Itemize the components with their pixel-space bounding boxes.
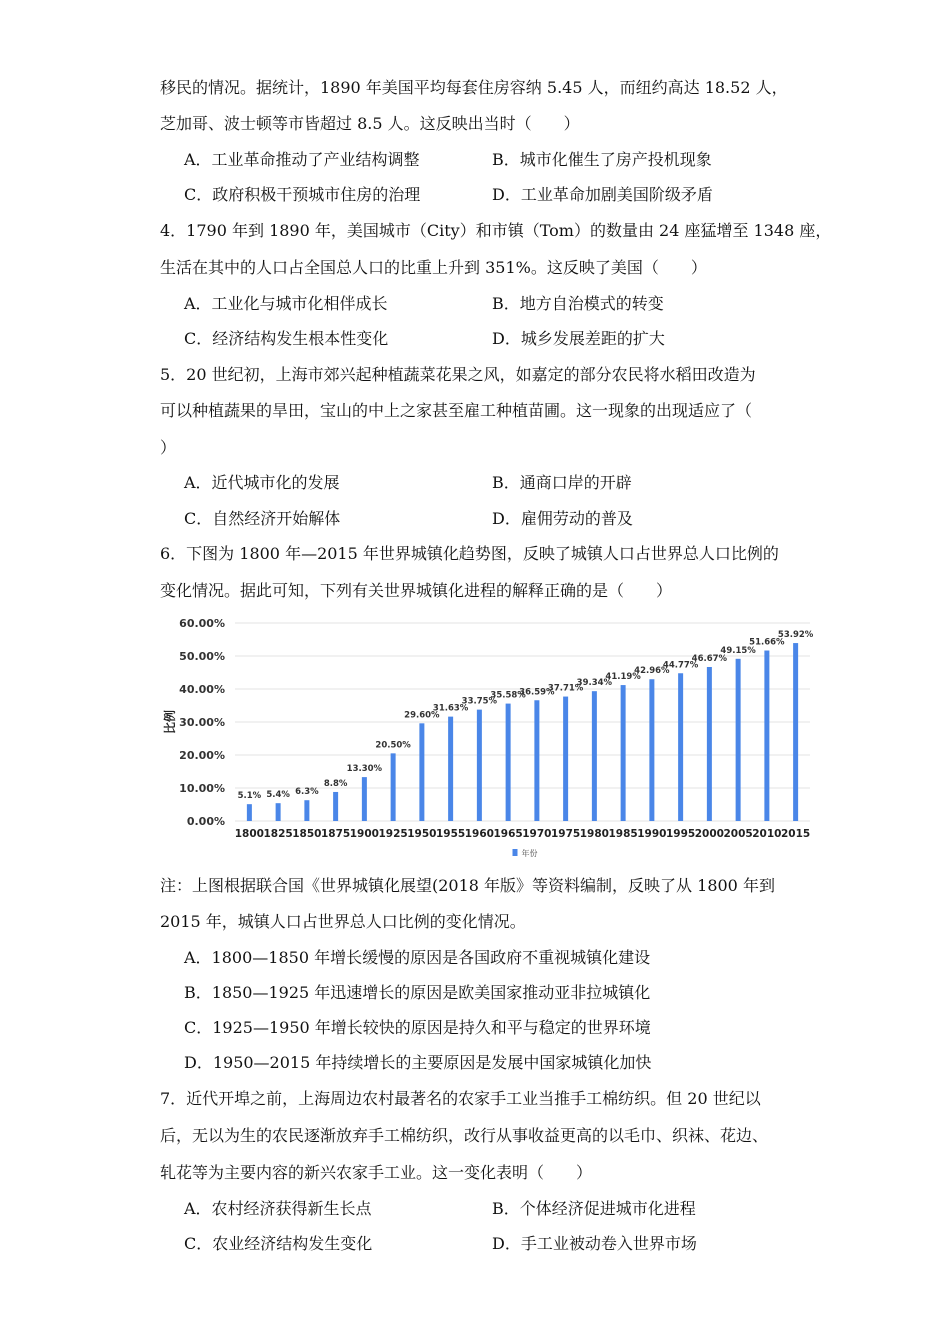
- q3-option-a: A．工业革命推动了产业结构调整: [184, 150, 420, 169]
- q5-option-c: C．自然经济开始解体: [184, 509, 341, 528]
- y-tick-label: 20.00%: [179, 749, 225, 762]
- q6-note-line-1: 注：上图根据联合国《世界城镇化展望(2018 年版》等资料编制，反映了从 1800 年到: [160, 876, 775, 895]
- bar: [736, 659, 741, 821]
- q4-option-d: D．城乡发展差距的扩大: [492, 329, 665, 348]
- x-tick-label: 1900: [349, 828, 379, 840]
- data-label: 37.71%: [547, 683, 584, 694]
- q5-option-d: D．雇佣劳动的普及: [492, 509, 633, 528]
- q3-option-c: C．政府积极干预城市住房的治理: [184, 185, 421, 204]
- y-tick-label: 60.00%: [179, 617, 225, 630]
- data-label: 5.1%: [237, 791, 262, 802]
- legend-swatch: [513, 849, 518, 856]
- y-tick-label: 10.00%: [179, 782, 225, 795]
- bar: [276, 803, 281, 821]
- bar: [678, 673, 683, 821]
- q5-stem-line-1: 5．20 世纪初，上海市郊兴起种植蔬菜花果之风，如嘉定的部分农民将水稻田改造为: [160, 365, 756, 384]
- bar: [333, 792, 338, 821]
- data-label: 8.8%: [323, 778, 348, 789]
- data-label: 41.19%: [605, 672, 641, 683]
- intro-line-1: 移民的情况。据统计，1890 年美国平均每套住房容纳 5.45 人，而纽约高达 18.52 人，: [160, 78, 788, 97]
- data-label: 29.60%: [404, 710, 440, 721]
- bar: [247, 804, 252, 821]
- bar: [534, 700, 539, 821]
- q3-option-d: D．工业革命加剧美国阶级矛盾: [492, 185, 713, 204]
- bar: [793, 643, 798, 821]
- x-tick-label: 1875: [321, 828, 351, 840]
- bar: [563, 697, 568, 821]
- urbanization-bar-chart: [160, 611, 820, 861]
- x-tick-label: 1955: [436, 828, 466, 840]
- q5-option-a: A．近代城市化的发展: [184, 473, 340, 492]
- bar: [764, 651, 769, 821]
- y-axis-label: 比例: [163, 709, 177, 735]
- q6-option-a: A．1800—1850 年增长缓慢的原因是各国政府不重视城镇化建设: [184, 948, 651, 967]
- data-label: 36.59%: [519, 687, 555, 698]
- x-tick-label: 1960: [464, 828, 494, 840]
- q7-stem-line-3: 轧花等为主要内容的新兴农家手工业。这一变化表明（ ）: [160, 1163, 593, 1182]
- q7-option-d: D．手工业被动卷入世界市场: [492, 1234, 697, 1253]
- x-tick-label: 1965: [493, 828, 523, 840]
- q7-stem-line-1: 7．近代开埠之前，上海周边农村最著名的农家手工业当推手工棉纺织。但 20 世纪以: [160, 1089, 761, 1108]
- data-label: 44.77%: [662, 660, 699, 671]
- x-tick-label: 1985: [608, 828, 638, 840]
- x-tick-label: 1925: [378, 828, 408, 840]
- data-label: 39.34%: [576, 678, 613, 689]
- q6-option-b: B．1850—1925 年迅速增长的原因是欧美国家推动亚非拉城镇化: [184, 983, 651, 1002]
- q7-option-a: A．农村经济获得新生长点: [184, 1199, 372, 1218]
- data-label: 13.30%: [346, 764, 383, 775]
- chart-svg: [160, 611, 820, 861]
- y-tick-label: 50.00%: [179, 650, 225, 663]
- bar: [621, 685, 626, 821]
- data-label: 51.66%: [749, 637, 785, 648]
- bar: [707, 667, 712, 821]
- legend-label: 年份: [521, 849, 538, 858]
- x-tick-label: 2005: [723, 828, 753, 840]
- x-tick-label: 1950: [407, 828, 437, 840]
- q6-note-line-2: 2015 年，城镇人口占世界总人口比例的变化情况。: [160, 912, 526, 931]
- data-label: 5.4%: [266, 790, 290, 801]
- q4-option-b: B．地方自治模式的转变: [492, 294, 664, 313]
- data-label: 35.58%: [490, 690, 526, 701]
- data-label: 6.3%: [295, 787, 319, 798]
- x-tick-label: 1995: [666, 828, 696, 840]
- y-tick-label: 30.00%: [179, 716, 225, 729]
- bar: [362, 777, 367, 821]
- data-label: 42.96%: [634, 666, 670, 677]
- q5-option-b: B．通商口岸的开辟: [492, 473, 632, 492]
- x-tick-label: 1990: [637, 828, 667, 840]
- x-tick-label: 1970: [522, 828, 552, 840]
- x-tick-label: 2015: [781, 828, 811, 840]
- data-label: 46.67%: [691, 653, 728, 664]
- q3-option-b: B．城市化催生了房产投机现象: [492, 150, 712, 169]
- q7-stem-line-2: 后，无以为生的农民逐渐放弃手工棉纺织，改行从事收益更高的以毛巾、织袜、花边、: [160, 1126, 769, 1145]
- bar: [391, 753, 396, 821]
- data-label: 31.63%: [432, 703, 469, 714]
- q6-option-c: C．1925—1950 年增长较快的原因是持久和平与稳定的世界环境: [184, 1018, 651, 1037]
- bar: [419, 723, 424, 821]
- data-label: 53.92%: [777, 630, 814, 641]
- x-tick-label: 2000: [694, 828, 724, 840]
- q5-stem-line-2: 可以种植蔬果的旱田，宝山的中上之家甚至雇工种植苗圃。这一现象的出现适应了（: [160, 401, 753, 420]
- bar: [448, 717, 453, 821]
- bar: [477, 710, 482, 821]
- bar: [506, 704, 511, 821]
- q4-stem-line-1: 4．1790 年到 1890 年，美国城市（City）和市镇（Tom）的数量由 24 座猛增至 1348 座，: [160, 221, 832, 240]
- q7-option-b: B．个体经济促进城市化进程: [492, 1199, 696, 1218]
- y-tick-label: 0.00%: [186, 815, 225, 828]
- x-tick-label: 1850: [292, 828, 322, 840]
- q6-stem-line-2: 变化情况。据此可知，下列有关世界城镇化进程的解释正确的是（ ）: [160, 581, 673, 600]
- data-label: 20.50%: [375, 740, 411, 751]
- q6-option-d: D．1950—2015 年持续增长的主要原因是发展中国家城镇化加快: [184, 1053, 652, 1072]
- q4-option-a: A．工业化与城市化相伴成长: [184, 294, 388, 313]
- x-tick-label: 1800: [234, 828, 264, 840]
- q4-stem-line-2: 生活在其中的人口占全国总人口的比重上升到 351%。这反映了美国（ ）: [160, 258, 707, 277]
- q5-stem-line-3: ）: [160, 438, 177, 457]
- x-tick-label: 2010: [752, 828, 782, 840]
- bar: [649, 679, 654, 821]
- q6-stem-line-1: 6．下图为 1800 年—2015 年世界城镇化趋势图，反映了城镇人口占世界总人口比例的: [160, 544, 779, 563]
- data-label: 33.75%: [461, 696, 498, 707]
- intro-line-2: 芝加哥、波士顿等市皆超过 8.5 人。这反映出当时（ ）: [160, 114, 580, 133]
- y-tick-label: 40.00%: [179, 683, 225, 696]
- bar: [304, 800, 309, 821]
- q4-option-c: C．经济结构发生根本性变化: [184, 329, 389, 348]
- data-label: 49.15%: [720, 645, 756, 656]
- bar: [592, 691, 597, 821]
- x-tick-label: 1825: [263, 828, 293, 840]
- q7-option-c: C．农业经济结构发生变化: [184, 1234, 373, 1253]
- x-tick-label: 1975: [551, 828, 581, 840]
- x-tick-label: 1980: [579, 828, 609, 840]
